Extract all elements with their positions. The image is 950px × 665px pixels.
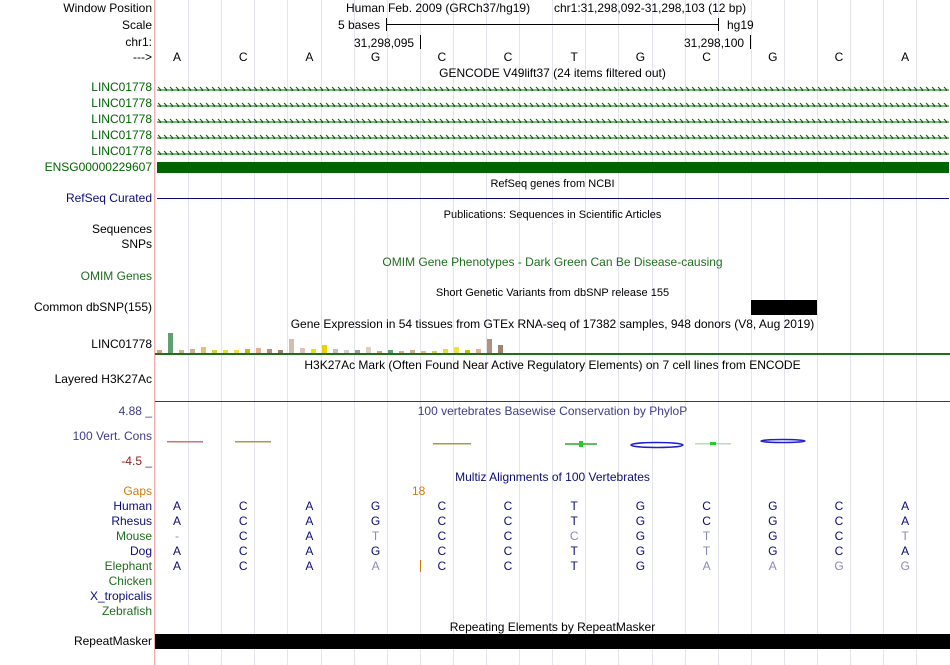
h3k27ac-track-label[interactable]: Layered H3K27Ac xyxy=(54,372,152,386)
alignment-base-elephant: C xyxy=(238,559,248,573)
alignment-base-elephant: G xyxy=(635,559,646,573)
alignment-base-human: G xyxy=(370,499,381,513)
base-letter: T xyxy=(570,50,578,64)
alignment-base-elephant: C xyxy=(437,559,447,573)
cons-mark xyxy=(235,441,271,443)
position-title: chr1:31,298,092-31,298,103 (12 bp) xyxy=(554,1,747,15)
cons-mark xyxy=(167,441,203,443)
alignment-base-mouse: C xyxy=(834,529,844,543)
species-label-x-tropicalis: X_tropicalis xyxy=(89,589,152,603)
multiz-alignment-grid xyxy=(0,499,950,579)
cons-mark xyxy=(710,442,716,445)
gencode-transcript-line[interactable] xyxy=(157,147,949,155)
alignment-base-rhesus: G xyxy=(768,514,778,528)
gencode-item-label[interactable]: LINC01778 xyxy=(91,112,152,126)
ensg-gene-block[interactable] xyxy=(157,162,949,173)
base-letter: C xyxy=(702,50,711,64)
cons-mark xyxy=(579,441,583,447)
scale-db: hg19 xyxy=(727,18,754,32)
alignment-base-human: G xyxy=(768,499,778,513)
alignment-base-mouse: G xyxy=(768,529,778,543)
multiz-track-title[interactable]: Multiz Alignments of 100 Vertebrates xyxy=(455,470,650,484)
refseq-gene-line[interactable] xyxy=(157,198,949,199)
repeatmasker-track-title[interactable]: Repeating Elements by RepeatMasker xyxy=(449,620,656,634)
alignment-base-human: C xyxy=(503,499,513,513)
alignment-base-human: A xyxy=(305,499,314,513)
gaps-count: 18 xyxy=(412,484,426,498)
window-position-label: Window Position xyxy=(63,1,152,15)
strand-arrow-label: ---> xyxy=(133,50,152,64)
base-letter: C xyxy=(834,50,844,64)
alignment-base-human: T xyxy=(570,499,578,513)
alignment-base-elephant: C xyxy=(503,559,513,573)
alignment-base-mouse: T xyxy=(371,529,380,543)
species-label-mouse: Mouse xyxy=(115,529,152,543)
cons-mark xyxy=(761,440,805,443)
alignment-base-mouse: C xyxy=(437,529,447,543)
alignment-base-elephant: A xyxy=(172,559,181,573)
alignment-base-elephant: G xyxy=(900,559,910,573)
base-letter: A xyxy=(305,50,314,64)
gtex-tissue-bar[interactable] xyxy=(289,339,294,353)
scale-bar-left-tick xyxy=(386,18,387,31)
sequences-track-label[interactable]: Sequences xyxy=(91,222,152,236)
alignment-base-dog: T xyxy=(570,544,578,558)
alignment-base-human: A xyxy=(172,499,181,513)
species-label-human: Human xyxy=(113,499,152,513)
alignment-base-mouse: - xyxy=(175,529,179,543)
alignment-base-elephant: A xyxy=(702,559,711,573)
dbsnp-track-title[interactable]: Short Genetic Variants from dbSNP release 155 xyxy=(435,287,670,299)
base-sequence-row xyxy=(0,50,950,65)
gencode-item-label[interactable]: LINC01778 xyxy=(91,144,152,158)
species-label-zebrafish: Zebrafish xyxy=(101,604,152,618)
scale-bar-right-tick xyxy=(718,18,719,31)
scale-bar xyxy=(386,24,719,25)
omim-track-title[interactable]: OMIM Gene Phenotypes - Dark Green Can Be Disease-causing xyxy=(382,255,723,269)
species-label-elephant: Elephant xyxy=(104,559,152,573)
alignment-base-mouse: C xyxy=(569,529,579,543)
scale-label: Scale xyxy=(121,18,152,32)
cons-mark xyxy=(433,443,471,445)
snps-track-label[interactable]: SNPs xyxy=(121,237,152,251)
cons-track-title[interactable]: 100 vertebrates Basewise Conservation by PhyloP xyxy=(417,404,688,418)
alignment-base-elephant: T xyxy=(570,559,578,573)
assembly-title: Human Feb. 2009 (GRCh37/hg19) xyxy=(346,1,531,15)
cons-track-label[interactable]: 100 Vert. Cons xyxy=(72,429,152,443)
dbsnp-variant-block[interactable] xyxy=(751,300,817,315)
gencode-track-title[interactable]: GENCODE V49lift37 (24 items filtered out) xyxy=(439,66,666,80)
gtex-track-title[interactable]: Gene Expression in 54 tissues from GTEx RNA-seq of 17382 samples, 948 donors (V8, Aug 2019) xyxy=(290,317,815,331)
alignment-base-dog: G xyxy=(635,544,646,558)
alignment-base-dog: A xyxy=(305,544,314,558)
refseq-track-title[interactable]: RefSeq genes from NCBI xyxy=(490,178,615,190)
alignment-base-human: C xyxy=(437,499,447,513)
base-letter: C xyxy=(503,50,513,64)
gencode-transcript-line[interactable] xyxy=(157,115,949,123)
alignment-base-rhesus: C xyxy=(238,514,248,528)
gencode-transcript-line[interactable] xyxy=(157,99,949,107)
h3k27ac-track-title[interactable]: H3K27Ac Mark (Often Found Near Active Regulatory Elements) on 7 cell lines from ENCODE xyxy=(304,358,801,372)
alignment-base-rhesus: A xyxy=(172,514,181,528)
cons-signal-plot xyxy=(155,436,950,450)
elephant-insertion-mark xyxy=(420,560,421,572)
omim-track-label[interactable]: OMIM Genes xyxy=(80,269,152,283)
gencode-item-label[interactable]: LINC01778 xyxy=(91,80,152,94)
alignment-base-rhesus: A xyxy=(305,514,314,528)
repeatmasker-track-label[interactable]: RepeatMasker xyxy=(73,634,152,648)
alignment-base-dog: A xyxy=(901,544,910,558)
alignment-base-elephant: A xyxy=(371,559,380,573)
alignment-base-dog: C xyxy=(437,544,447,558)
h3k27ac-baseline xyxy=(155,401,950,402)
base-letter: C xyxy=(238,50,248,64)
coordinate-tick-2 xyxy=(750,35,751,49)
species-label-dog: Dog xyxy=(129,544,152,558)
base-letter: A xyxy=(172,50,181,64)
alignment-base-mouse: A xyxy=(305,529,314,543)
alignment-base-dog: C xyxy=(834,544,844,558)
base-letter: G xyxy=(768,50,778,64)
gencode-item-label[interactable]: LINC01778 xyxy=(91,96,152,110)
alignment-base-elephant: G xyxy=(834,559,844,573)
chromosome-label: chr1: xyxy=(125,35,152,49)
base-letter: C xyxy=(437,50,447,64)
species-label-rhesus: Rhesus xyxy=(111,514,152,528)
gtex-tissue-bar[interactable] xyxy=(322,345,327,353)
cons-max-label: 4.88 _ xyxy=(118,404,152,418)
gencode-transcript-line[interactable] xyxy=(157,131,949,139)
alignment-base-human: G xyxy=(635,499,646,513)
base-letter: G xyxy=(370,50,381,64)
alignment-base-dog: C xyxy=(503,544,513,558)
dbsnp-track-label[interactable]: Common dbSNP(155) xyxy=(33,300,152,314)
alignment-base-mouse: C xyxy=(503,529,513,543)
gtex-tissue-bar[interactable] xyxy=(487,339,492,353)
cons-min-label: -4.5 _ xyxy=(121,454,152,468)
alignment-base-rhesus: A xyxy=(901,514,910,528)
base-letter: G xyxy=(635,50,646,64)
alignment-base-dog: C xyxy=(238,544,248,558)
publications-track-title[interactable]: Publications: Sequences in Scientific Articles xyxy=(443,209,662,221)
coordinate-label-2: 31,298,100 xyxy=(684,36,745,50)
coordinate-label-1: 31,298,095 xyxy=(354,36,415,50)
gtex-tissue-bar[interactable] xyxy=(168,333,173,353)
alignment-base-dog: T xyxy=(702,544,711,558)
alignment-base-elephant: A xyxy=(768,559,777,573)
gtex-gene-line[interactable] xyxy=(155,353,950,355)
alignment-base-elephant: A xyxy=(305,559,314,573)
alignment-base-dog: A xyxy=(172,544,181,558)
alignment-base-rhesus: G xyxy=(635,514,646,528)
gtex-item-label[interactable]: LINC01778 xyxy=(91,337,152,351)
alignment-base-human: A xyxy=(901,499,910,513)
gencode-item-label[interactable]: LINC01778 xyxy=(91,128,152,142)
scale-text: 5 bases xyxy=(338,18,381,32)
alignment-base-rhesus: C xyxy=(702,514,711,528)
alignment-base-rhesus: C xyxy=(503,514,513,528)
gaps-label: Gaps xyxy=(123,484,152,498)
alignment-base-mouse: G xyxy=(635,529,646,543)
species-label-chicken: Chicken xyxy=(108,574,152,588)
refseq-track-label[interactable]: RefSeq Curated xyxy=(65,191,152,205)
gtex-tissue-bar[interactable] xyxy=(498,345,503,353)
alignment-base-mouse: T xyxy=(702,529,711,543)
alignment-base-dog: G xyxy=(370,544,381,558)
alignment-base-rhesus: G xyxy=(370,514,381,528)
repeatmasker-block[interactable] xyxy=(155,634,950,649)
alignment-base-rhesus: C xyxy=(834,514,844,528)
alignment-base-human: C xyxy=(238,499,248,513)
alignment-base-rhesus: C xyxy=(437,514,447,528)
alignment-base-human: C xyxy=(834,499,844,513)
alignment-base-dog: G xyxy=(768,544,778,558)
cons-mark xyxy=(631,443,683,448)
ensg-item-label[interactable]: ENSG00000229607 xyxy=(44,160,152,174)
coordinate-tick-1 xyxy=(420,35,421,49)
alignment-base-human: C xyxy=(702,499,711,513)
alignment-base-rhesus: T xyxy=(570,514,578,528)
gencode-transcript-line[interactable] xyxy=(157,83,949,91)
base-letter: A xyxy=(901,50,910,64)
alignment-base-mouse: T xyxy=(901,529,909,543)
gtex-expression-histogram[interactable] xyxy=(155,330,535,353)
alignment-base-mouse: C xyxy=(238,529,248,543)
